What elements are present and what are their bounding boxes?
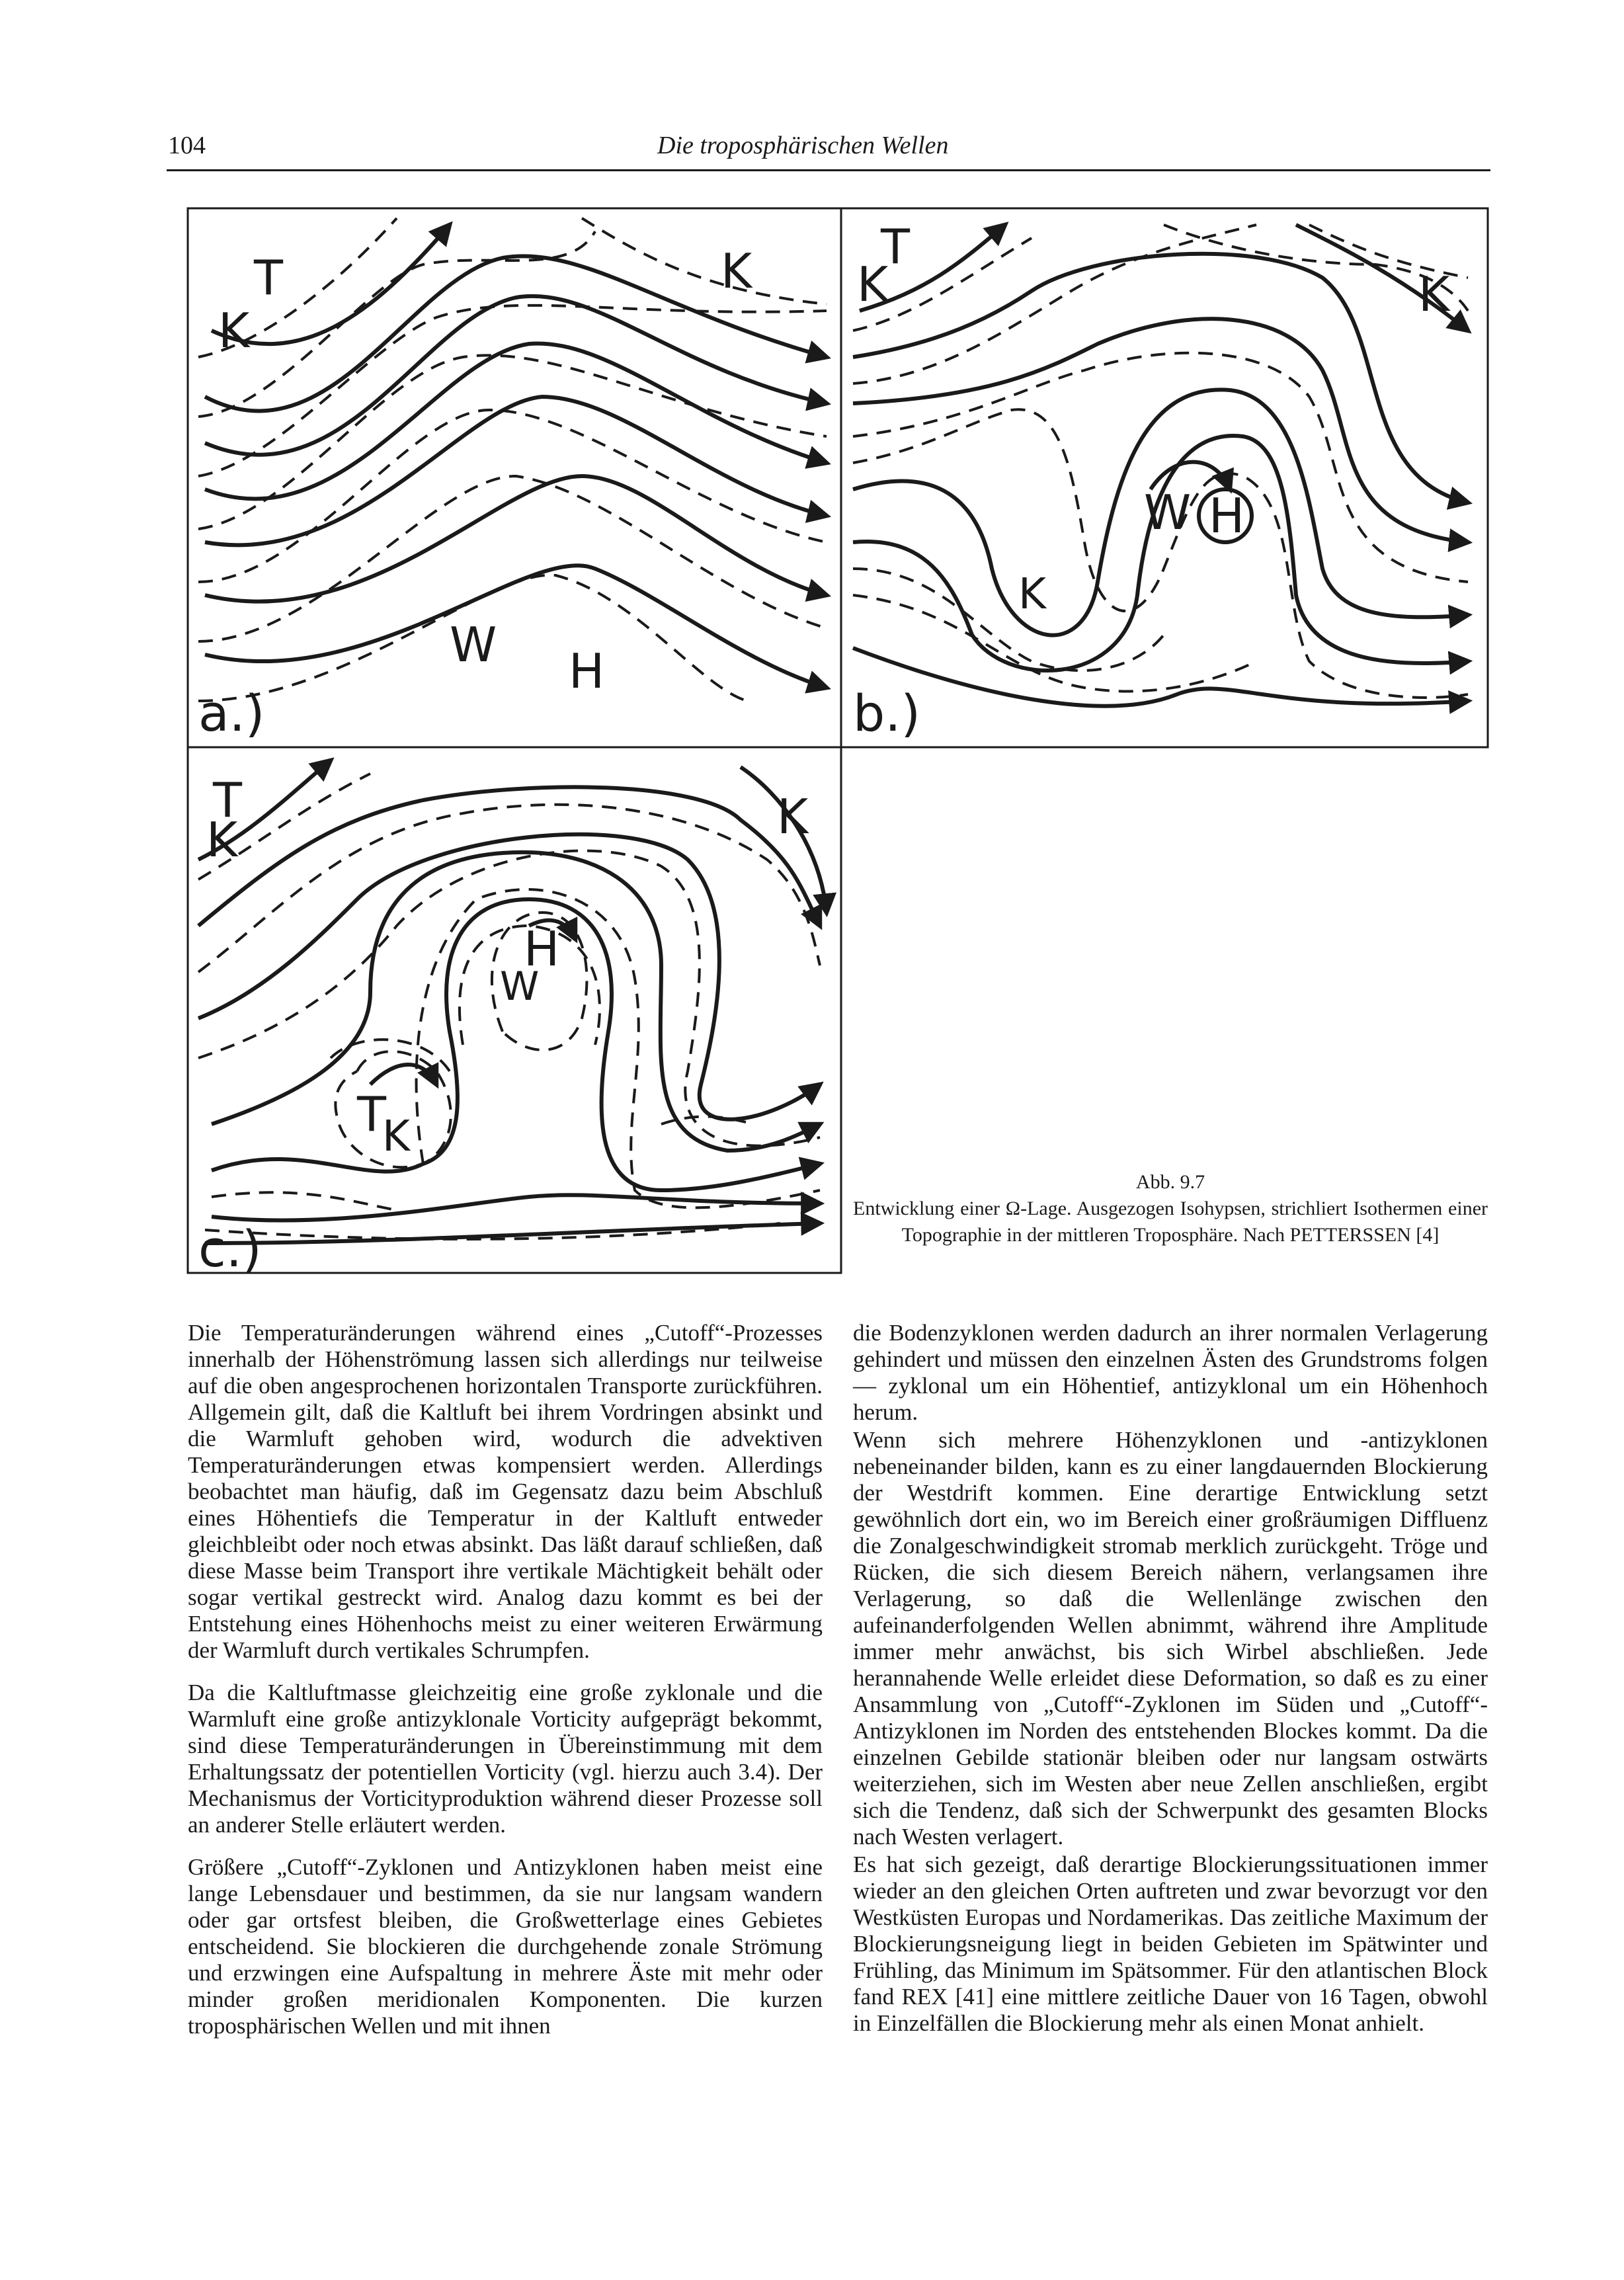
panel-b-label-6: K [1018, 570, 1046, 619]
panel-c-label-2: K [206, 812, 238, 868]
panel-c-label-7: K [382, 1112, 410, 1161]
panel-b-label-2: K [857, 257, 889, 312]
panel-c-label-5: W [500, 963, 540, 1010]
panel-c-frame [188, 747, 841, 1273]
panel-c-label-6: T [357, 1086, 386, 1142]
caption-number: Abb. 9.7 [1135, 1171, 1205, 1193]
panel-b-label-5: H [1209, 488, 1245, 544]
paragraph: Wenn sich mehrere Höhenzyklonen und -antizyklonen nebeneinander bilden, kann es zu einer langdauernden Blockierung der Westdrift kommen. Eine derartige Entwicklung setzt gewöhnlich dort ein, wo im Bereich einer großräumigen Diffluenz die Zonalgeschwindigkeit stromab merklich zurückgeht. Tröge und Rücken, die sich diesem Bereich nähern, verlangsamen ihre Verlagerung, so daß die Wellenlänge zwischen den aufeinanderfolgenden Wellen abnimmt, während ihre Amplitude immer mehr anwächst, bis sich Wirbel abschließen. Jede herannahende Welle erleidet diese Deformation, so daß es zu einer Ansammlung von „Cutoff“-Zyklonen im Süden und „Cutoff“-Antizyklonen im Norden des entstehenden Blockes kommt. Da die einzelnen Gebilde stationär bleiben oder nur langsam ostwärts weiterziehen, sich im Westen aber neue Zellen anschließen, ergibt sich die Tendenz, daß sich der Schwerpunkt des gesamten Blocks nach Westen verlagert. [853, 1427, 1488, 1850]
panel-b-letter: b.) [853, 684, 921, 743]
panel-b-label-3: K [1418, 266, 1450, 322]
page-number: 104 [168, 132, 206, 159]
panel-a-label-1: T [254, 250, 283, 305]
running-title: Die troposphärischen Wellen [657, 132, 949, 159]
panel-a-label-4: W [450, 617, 497, 672]
panel-b-lines [853, 225, 1468, 706]
paragraph: Da die Kaltluftmasse gleichzeitig eine große zyklonale und die Warmluft eine große antizyklonale Vorticity aufgeprägt bekommt, sind diese Temperaturänderungen in Übereinstimmung mit dem Erhaltungssatz der potentiellen Vorticity (vgl. hierzu auch 3.4). Der Mechanismus der Vorticityproduktion während dieser Prozesse soll an anderer Stelle erläutert werden. [188, 1680, 823, 1838]
right-column [853, 1320, 1488, 2038]
panel-c-label-3: K [777, 789, 809, 844]
panel-c-label-1: T [213, 772, 242, 828]
panel-a-label-5: H [569, 643, 605, 699]
paragraph: die Bodenzyklonen werden dadurch an ihrer normalen Verlagerung gehindert und müssen den einzelnen Ästen des Grundstroms folgen — zyklonal um ein Höhentief, antizyklonal um ein Höhenhoch herum. [853, 1320, 1488, 1425]
paragraph: Die Temperaturänderungen während eines „Cutoff“-Prozesses innerhalb der Höhenströmung lassen sich allerdings nur teilweise auf die oben angesprochenen horizontalen Transporte zurückführen. Allgemein gilt, daß die Kaltluft bei ihrem Vordringen absinkt und die Warmluft gehoben wird, wodurch die advektiven Temperaturänderungen etwas kompensiert werden. Allerdings beobachtet man häufig, daß im Gegensatz dazu beim Abschluß eines Höhentiefs die Temperatur in der Kaltluft entweder gleichbleibt oder noch etwas absinkt. Das läßt darauf schließen, daß diese Masse beim Transport ihre vertikale Mächtigkeit behält oder sogar vertikal gestreckt wird. Analog dazu kommt es bei der Entstehung eines Höhenhochs meist zu einer weiteren Erwärmung der Warmluft durch vertikales Schrumpfen. [188, 1320, 823, 1663]
panel-a-label-3: K [721, 243, 752, 299]
panel-c-label-4: H [524, 921, 560, 977]
panel-b-label-4: W [1144, 485, 1192, 540]
panel-b-frame [841, 208, 1488, 747]
caption-text: Entwicklung einer Ω-Lage. Ausgezogen Isohypsen, strichliert Isothermen einer Topographie in der mittleren Troposphäre. Nach PETTERSSEN [4] [853, 1198, 1488, 1246]
panel-c-letter: c.) [198, 1219, 262, 1278]
panel-a-letter: a.) [198, 684, 265, 743]
panel-b-label-1: T [881, 219, 910, 274]
paragraph: Es hat sich gezeigt, daß derartige Blockierungssituationen immer wieder an den gleichen Orten auftreten und zwar bevorzugt vor den Westküsten Europas und Nordamerikas. Das zeitliche Maximum der Blockierungsneigung liegt in beiden Gebieten im Spätwinter und Frühling, das Minimum im Spätsommer. Für den atlantischen Block fand REX [41] eine mittlere zeitliche Dauer von 16 Tagen, obwohl in Einzelfällen die Blockierung mehr als einen Monat anhielt. [853, 1852, 1488, 2036]
figure-caption [853, 1169, 1488, 1248]
panel-a-label-2: K [218, 303, 250, 358]
paragraph: Größere „Cutoff“-Zyklonen und Antizyklonen haben meist eine lange Lebensdauer und bestimmen, da sie nur langsam wandern oder gar ortsfest bleiben, die Großwetterlage eines Gebietes entscheidend. Sie blockieren die durchgehende zonale Strömung und erzwingen eine Aufspaltung in mehrere Äste mit mehr oder minder großen meridionalen Komponenten. Die kurzen troposphärischen Wellen und mit ihnen [188, 1854, 823, 2039]
left-column [188, 1320, 823, 2055]
